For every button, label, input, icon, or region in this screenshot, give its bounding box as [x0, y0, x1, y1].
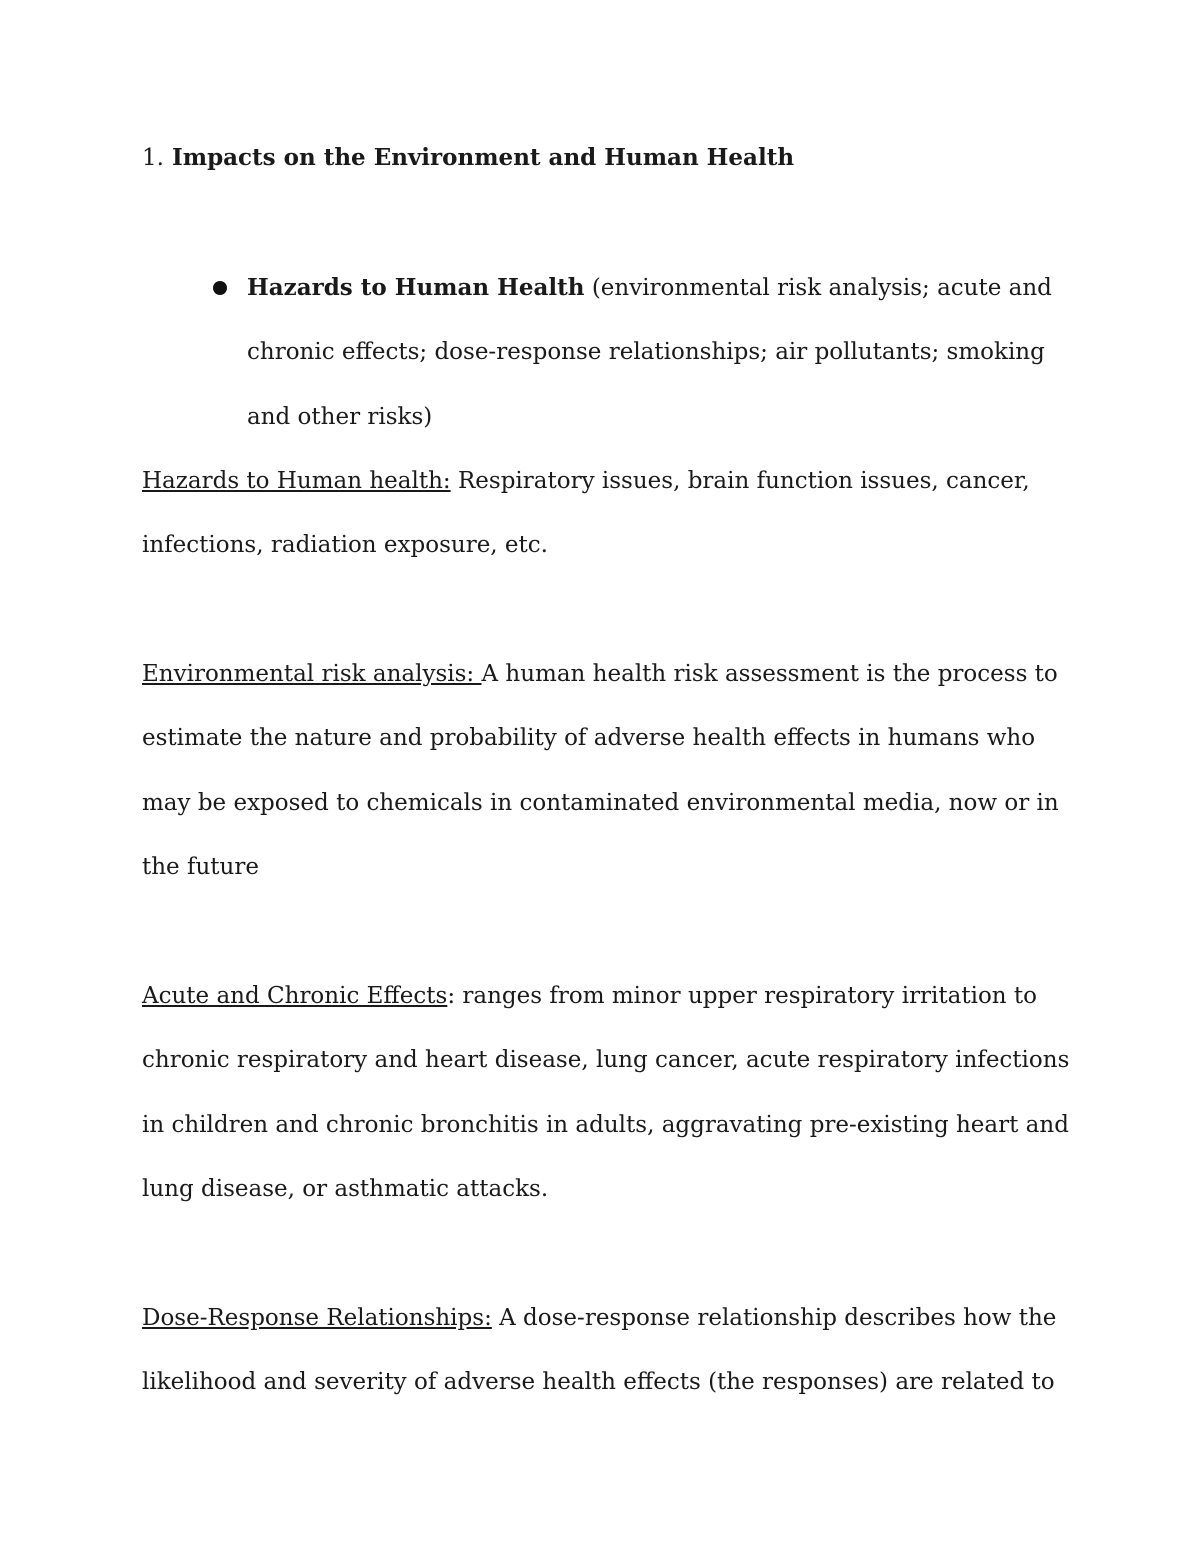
dose-paragraph-line-2: likelihood and severity of adverse health effects (the responses) are related to: [142, 1369, 1055, 1395]
bullet-bold-title: Hazards to Human Health: [247, 274, 585, 301]
risk-text-1: A human health risk assessment is the process to: [481, 661, 1058, 687]
risk-paragraph-line-4: the future: [142, 854, 259, 880]
bullet-text-1: (environmental risk analysis; acute and: [591, 275, 1052, 301]
hazards-text-1: Respiratory issues, brain function issues, cancer,: [457, 468, 1030, 494]
acute-paragraph-line-1: [142, 981, 1037, 1011]
acute-paragraph-line-2: chronic respiratory and heart disease, lung cancer, acute respiratory infections: [142, 1047, 1070, 1073]
risk-paragraph-line-1: [142, 659, 1058, 689]
dose-text-1: A dose-response relationship describes how the: [499, 1305, 1057, 1331]
hazards-paragraph-line-1: [142, 466, 1030, 496]
dose-paragraph-line-1: [142, 1303, 1056, 1333]
acute-paragraph-line-3: in children and chronic bronchitis in adults, aggravating pre-existing heart and: [142, 1112, 1069, 1138]
heading-number: 1.: [142, 145, 164, 171]
acute-paragraph-line-4: lung disease, or asthmatic attacks.: [142, 1176, 549, 1202]
dose-label: Dose-Response Relationships:: [142, 1305, 492, 1331]
hazards-label: Hazards to Human health:: [142, 468, 451, 494]
acute-text-1: : ranges from minor upper respiratory irritation to: [447, 983, 1038, 1009]
risk-label: Environmental risk analysis:: [142, 661, 482, 687]
risk-paragraph-line-3: may be exposed to chemicals in contaminated environmental media, now or in: [142, 790, 1059, 816]
bullet-icon: [213, 281, 227, 295]
bullet-line-1: [247, 273, 1052, 303]
section-heading: [142, 143, 794, 173]
acute-label: Acute and Chronic Effects: [142, 983, 448, 1009]
heading-title: Impacts on the Environment and Human Health: [171, 144, 795, 171]
bullet-line-3: and other risks): [247, 404, 433, 430]
risk-paragraph-line-2: estimate the nature and probability of adverse health effects in humans who: [142, 725, 1036, 751]
hazards-paragraph-line-2: infections, radiation exposure, etc.: [142, 532, 548, 558]
bullet-line-2: chronic effects; dose-response relationships; air pollutants; smoking: [247, 339, 1045, 365]
